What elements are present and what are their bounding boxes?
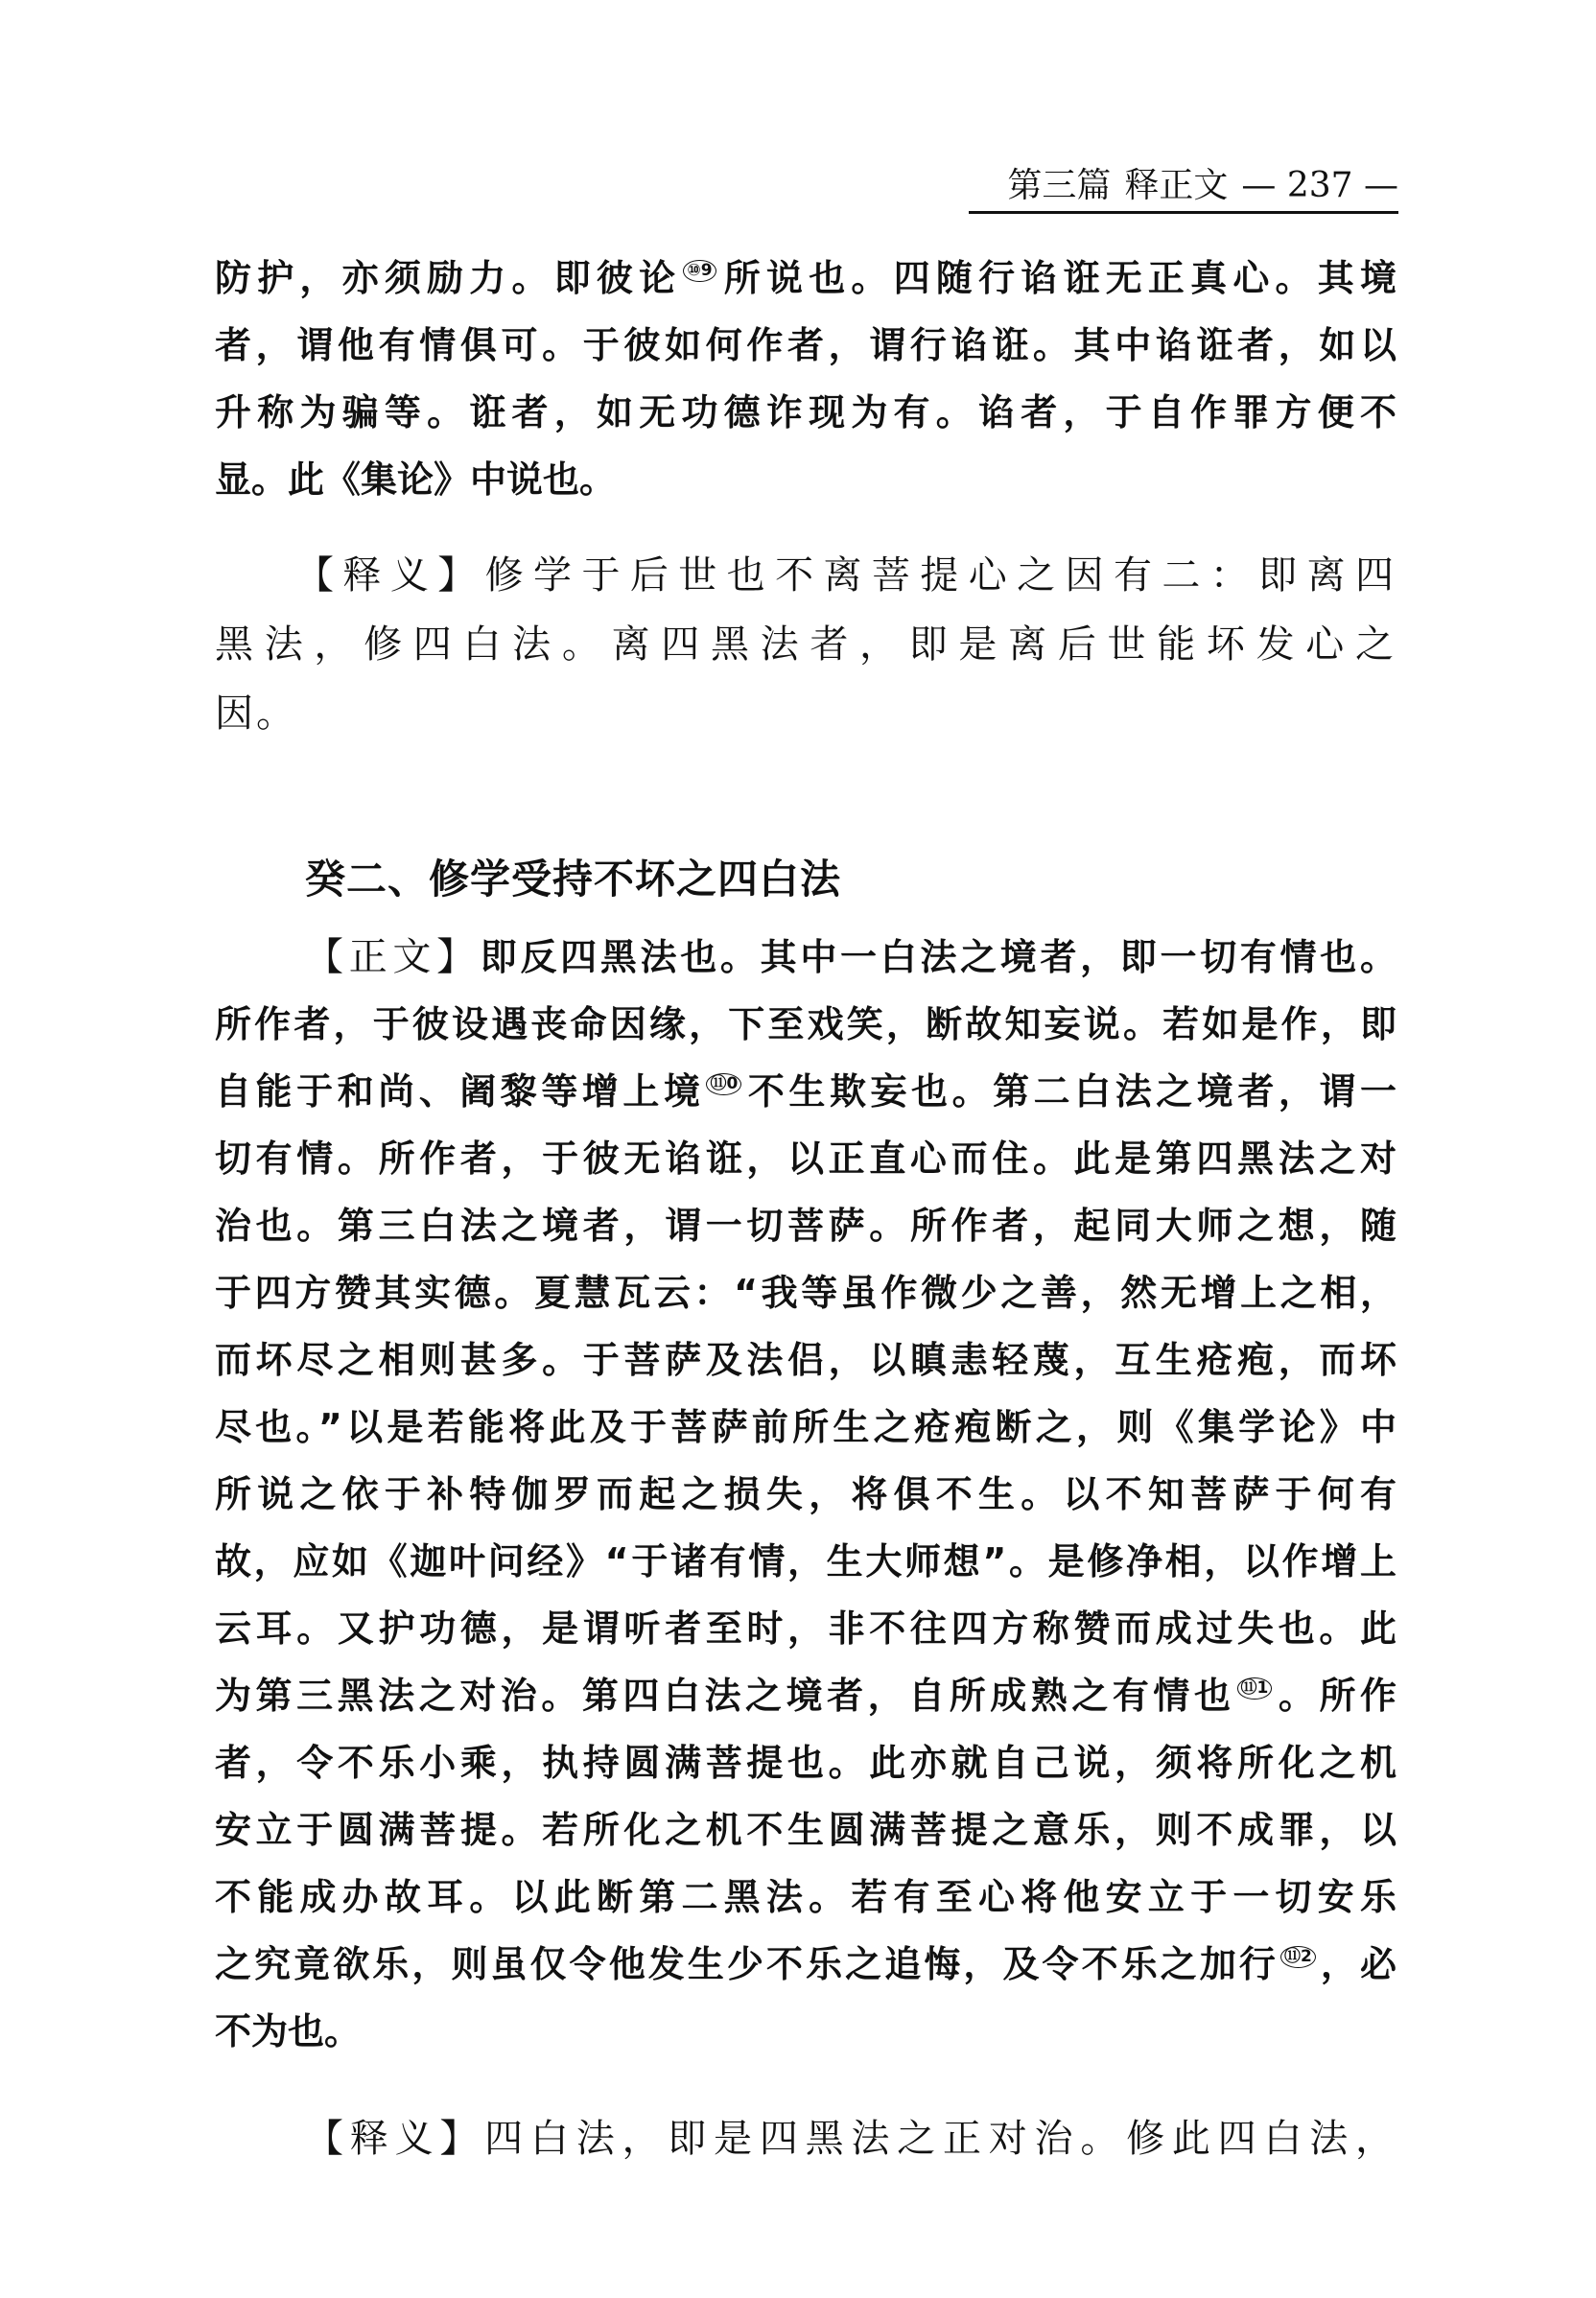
commentary-paragraph-2 bbox=[215, 2104, 1396, 2173]
text-line: 自能于和尚、阇黎等增上境 ⑪0 不生欺妄也。第二白法之境者，谓一 bbox=[215, 1070, 1396, 1113]
main-text-label: 【正文】 bbox=[305, 935, 481, 979]
main-text-paragraph bbox=[215, 924, 1396, 2065]
text-line: 故，应如《迦叶问经》“于诸有情，生大师想”。是修净相，以作增上 bbox=[215, 1540, 1396, 1583]
text-line: 【正文】即反四黑法也。其中一白法之境者，即一切有情也。 bbox=[305, 935, 1396, 979]
text-line: 者，令不乐小乘，执持圆满菩提也。此亦就自己说，须将所化之机 bbox=[215, 1742, 1396, 1784]
footnote-marker: ⑪0 bbox=[706, 1073, 741, 1095]
commentary-label: 【释义】 bbox=[305, 2117, 485, 2161]
text-line: 防护，亦须励力。即彼论 ⑩9 所说也。四随行谄诳无正真心。其境 bbox=[215, 257, 1396, 299]
paragraph-continued bbox=[215, 245, 1396, 513]
text-line: 升称为骗等。诳者，如无功德诈现为有。谄者，于自作罪方便不 bbox=[215, 391, 1396, 434]
text-line: 【释义】四白法，即是四黑法之正对治。修此四白法， bbox=[305, 2117, 1396, 2161]
text-line: 所说之依于补特伽罗而起之损失，将俱不生。以不知菩萨于何有 bbox=[215, 1473, 1396, 1515]
text-line: 云耳。又护功德，是谓听者至时，非不往四方称赞而成过失也。此 bbox=[215, 1607, 1396, 1650]
text-line: 于四方赞其实德。夏慧瓦云：“我等虽作微少之善，然无增上之相， bbox=[215, 1272, 1396, 1314]
section-title: 第三篇 bbox=[1007, 166, 1112, 205]
text-line: 之究竟欲乐，则虽仅令他发生少不乐之追悔，及令不乐之加行 ⑪2 ，必 bbox=[215, 1943, 1396, 1985]
page-number: — 237 — bbox=[1241, 166, 1398, 205]
running-head bbox=[969, 161, 1398, 214]
footnote-marker: ⑪1 bbox=[1237, 1677, 1273, 1700]
text-line: 为第三黑法之对治。第四白法之境者，自所成熟之有情也 ⑪1 。所作 bbox=[215, 1675, 1396, 1717]
text-line: 不为也。 bbox=[215, 2010, 362, 2052]
text-line: 【释义】修学于后世也不离菩提心之因有二：即离四 bbox=[295, 553, 1396, 598]
text-line: 不能成办故耳。以此断第二黑法。若有至心将他安立于一切安乐 bbox=[215, 1876, 1396, 1918]
text-line: 尽也。”以是若能将此及于菩萨前所生之疮疱断之，则《集学论》中 bbox=[215, 1406, 1396, 1448]
text-line: 切有情。所作者，于彼无谄诳，以正直心而住。此是第四黑法之对 bbox=[215, 1137, 1396, 1180]
text-line: 安立于圆满菩提。若所化之机不生圆满菩提之意乐，则不成罪，以 bbox=[215, 1809, 1396, 1851]
text-line: 者，谓他有情俱可。于彼如何作者，谓行谄诳。其中谄诳者，如以 bbox=[215, 324, 1396, 366]
text-line: 所作者，于彼设遇丧命因缘，下至戏笑，断故知妄说。若如是作，即 bbox=[215, 1003, 1396, 1045]
text-line: 因。 bbox=[215, 692, 297, 736]
text-line: 治也。第三白法之境者，谓一切菩萨。所作者，起同大师之想，随 bbox=[215, 1205, 1396, 1247]
commentary-paragraph bbox=[215, 541, 1396, 748]
footnote-marker: ⑩9 bbox=[683, 260, 716, 282]
chapter-title: 释正文 bbox=[1124, 166, 1229, 205]
text-line: 而坏尽之相则甚多。于菩萨及法侣，以瞋恚轻蔑，互生疮疱，而坏 bbox=[215, 1339, 1396, 1381]
section-heading: 癸二、修学受持不坏之四白法 bbox=[305, 856, 842, 903]
commentary-label: 【释义】 bbox=[295, 553, 485, 598]
text-line: 显。此《集论》中说也。 bbox=[215, 458, 617, 501]
text-line: 黑法，修四白法。离四黑法者，即是离后世能坏发心之 bbox=[215, 622, 1396, 667]
footnote-marker: ⑪2 bbox=[1280, 1946, 1316, 1968]
